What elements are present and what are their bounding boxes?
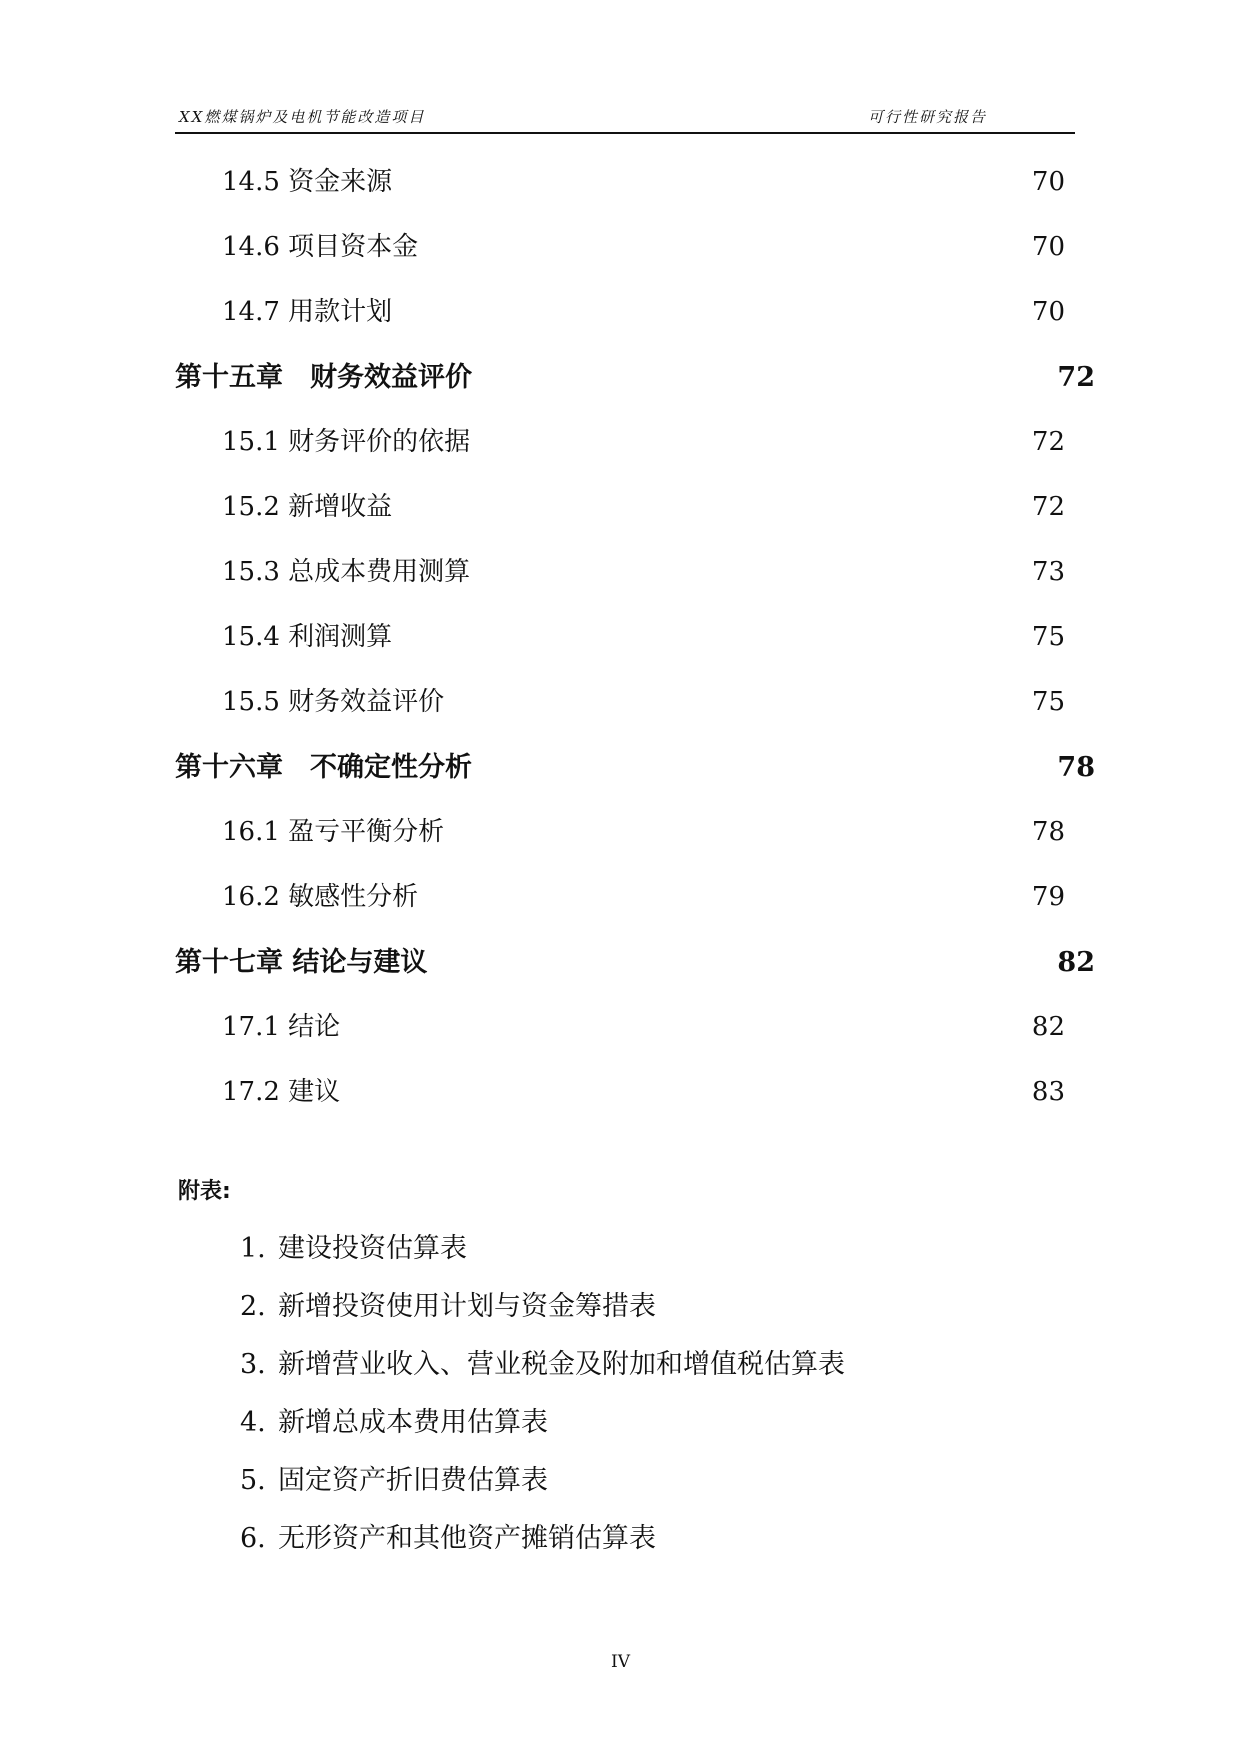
- appendix-item-text: 新增总成本费用估算表: [278, 1407, 548, 1438]
- toc-entry-page: 73: [1031, 557, 1065, 587]
- table-of-contents: [175, 150, 1095, 1125]
- toc-entry[interactable]: [222, 995, 1065, 1060]
- toc-chapter-label: 第十五章 财务效益评价: [175, 362, 472, 393]
- toc-entry-label: 15.2 新增收益: [222, 492, 393, 522]
- toc-entry-label: 17.2 建议: [222, 1077, 341, 1107]
- toc-entry-page: 70: [1031, 232, 1065, 262]
- toc-leader-dots: [446, 811, 1030, 842]
- appendix-item-number: 4.: [240, 1407, 266, 1438]
- appendix-item-number: 1.: [240, 1233, 266, 1264]
- toc-entry[interactable]: [222, 280, 1065, 345]
- appendix-item-number: 3.: [240, 1349, 266, 1380]
- toc-chapter-page: 72: [1057, 362, 1095, 393]
- toc-leader-dots: [394, 161, 1030, 192]
- appendix-item: [240, 1336, 845, 1394]
- appendix-item-text: 新增营业收入、营业税金及附加和增值税估算表: [278, 1349, 845, 1380]
- toc-entry[interactable]: [222, 670, 1065, 735]
- toc-leader-dots: [394, 616, 1030, 647]
- appendix-title: 附表:: [178, 1179, 231, 1204]
- toc-entry-page: 79: [1031, 882, 1065, 912]
- toc-leader-dots: [420, 876, 1030, 907]
- toc-chapter-entry[interactable]: [175, 345, 1095, 410]
- appendix-list: [240, 1220, 845, 1568]
- appendix-item-number: 2.: [240, 1291, 266, 1322]
- toc-leader-dots: [342, 1071, 1030, 1102]
- toc-entry[interactable]: [222, 150, 1065, 215]
- toc-leader-dots: [420, 226, 1030, 257]
- toc-entry[interactable]: [222, 800, 1065, 865]
- appendix-item: [240, 1452, 845, 1510]
- toc-entry-label: 14.6 项目资本金: [222, 232, 419, 262]
- toc-entry[interactable]: [222, 475, 1065, 540]
- toc-entry-page: 75: [1031, 687, 1065, 717]
- toc-entry-label: 15.5 财务效益评价: [222, 687, 445, 717]
- header-project-title: XX燃煤锅炉及电机节能改造项目: [179, 108, 426, 126]
- header-report-title: 可行性研究报告: [867, 108, 987, 126]
- appendix-item-text: 无形资产和其他资产摊销估算表: [278, 1523, 656, 1554]
- toc-entry-page: 82: [1031, 1012, 1065, 1042]
- toc-chapter-entry[interactable]: [175, 930, 1095, 995]
- toc-entry-label: 15.4 利润测算: [222, 622, 393, 652]
- toc-entry[interactable]: [222, 865, 1065, 930]
- toc-leader-dots: [446, 681, 1030, 712]
- toc-leader-dots: [342, 1006, 1030, 1037]
- toc-leader-dots: [474, 356, 1055, 388]
- toc-entry-label: 16.1 盈亏平衡分析: [222, 817, 445, 847]
- appendix-item-number: 5.: [240, 1465, 266, 1496]
- page-header: [175, 100, 1075, 134]
- toc-entry[interactable]: [222, 540, 1065, 605]
- appendix-item: [240, 1510, 845, 1568]
- appendix-item: [240, 1278, 845, 1336]
- toc-leader-dots: [472, 421, 1030, 452]
- appendix-item-text: 建设投资估算表: [278, 1233, 467, 1264]
- toc-leader-dots: [472, 551, 1030, 582]
- toc-entry-page: 70: [1031, 167, 1065, 197]
- toc-entry-page: 72: [1031, 427, 1065, 457]
- toc-chapter-page: 78: [1057, 752, 1095, 783]
- toc-entry[interactable]: [222, 410, 1065, 475]
- appendix-item-text: 固定资产折旧费估算表: [278, 1465, 548, 1496]
- toc-entry-label: 17.1 结论: [222, 1012, 341, 1042]
- appendix-item-text: 新增投资使用计划与资金筹措表: [278, 1291, 656, 1322]
- toc-entry-label: 15.1 财务评价的依据: [222, 427, 471, 457]
- toc-entry-label: 14.5 资金来源: [222, 167, 393, 197]
- toc-leader-dots: [394, 486, 1030, 517]
- toc-entry-page: 75: [1031, 622, 1065, 652]
- appendix-item: [240, 1394, 845, 1452]
- toc-entry-label: 15.3 总成本费用测算: [222, 557, 471, 587]
- toc-entry-label: 16.2 敏感性分析: [222, 882, 419, 912]
- page-number: IV: [611, 1652, 630, 1672]
- appendix-item-number: 6.: [240, 1523, 266, 1554]
- header-rule: [175, 132, 1075, 134]
- toc-chapter-entry[interactable]: [175, 735, 1095, 800]
- toc-entry-page: 78: [1031, 817, 1065, 847]
- toc-entry-page: 70: [1031, 297, 1065, 327]
- toc-entry[interactable]: [222, 215, 1065, 280]
- toc-chapter-label: 第十六章 不确定性分析: [175, 752, 472, 783]
- toc-leader-dots: [429, 941, 1055, 973]
- toc-entry-page: 83: [1031, 1077, 1065, 1107]
- toc-entry[interactable]: [222, 1060, 1065, 1125]
- toc-leader-dots: [474, 746, 1055, 778]
- toc-chapter-label: 第十七章 结论与建议: [175, 947, 428, 978]
- toc-entry-label: 14.7 用款计划: [222, 297, 393, 327]
- toc-chapter-page: 82: [1057, 947, 1095, 978]
- toc-entry[interactable]: [222, 605, 1065, 670]
- toc-leader-dots: [394, 291, 1030, 322]
- toc-entry-page: 72: [1031, 492, 1065, 522]
- appendix-item: [240, 1220, 845, 1278]
